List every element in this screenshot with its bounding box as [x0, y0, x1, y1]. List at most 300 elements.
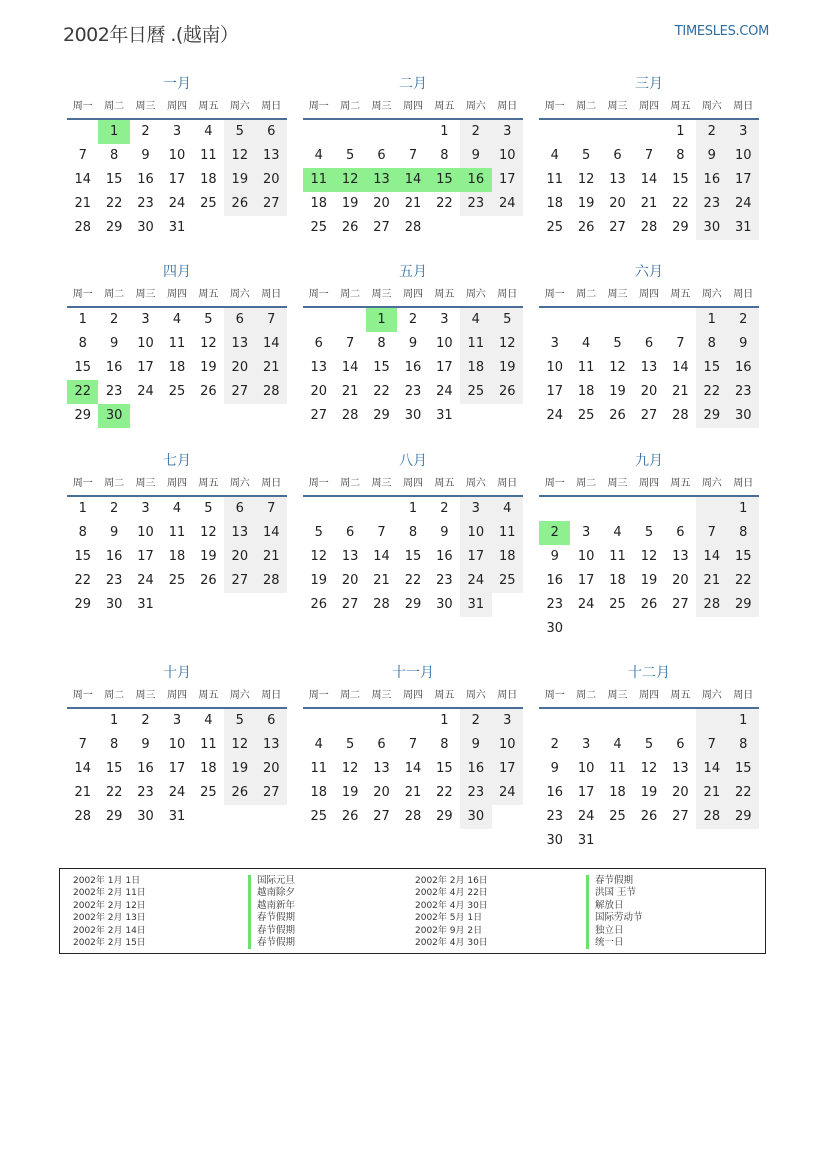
- day-cell[interactable]: 5: [224, 709, 255, 733]
- day-cell[interactable]: 7: [256, 308, 287, 332]
- day-cell[interactable]: 29: [373, 408, 390, 423]
- day-cell[interactable]: 6: [314, 336, 323, 351]
- day-cell[interactable]: 30: [404, 408, 422, 423]
- day-cell[interactable]: 8: [440, 148, 449, 163]
- day-cell[interactable]: 29: [404, 597, 422, 612]
- day-cell[interactable]: 5: [224, 120, 255, 144]
- day-cell[interactable]: 22: [672, 196, 689, 211]
- day-cell[interactable]: 3: [492, 709, 523, 733]
- day-cell[interactable]: 23: [728, 380, 759, 404]
- day-cell[interactable]: 10: [492, 733, 523, 757]
- day-cell[interactable]: 7: [345, 336, 355, 351]
- day-cell[interactable]: 4: [613, 525, 622, 540]
- day-cell[interactable]: 16: [546, 573, 563, 588]
- day-cell[interactable]: 10: [137, 336, 154, 351]
- day-cell[interactable]: 1: [98, 120, 129, 144]
- day-cell[interactable]: 26: [224, 192, 255, 216]
- day-cell[interactable]: 30: [105, 597, 123, 612]
- day-cell[interactable]: 20: [224, 356, 255, 380]
- day-cell[interactable]: 2: [141, 713, 150, 728]
- day-cell[interactable]: 12: [224, 733, 255, 757]
- day-cell[interactable]: 7: [696, 733, 727, 757]
- day-cell[interactable]: 16: [105, 549, 123, 564]
- day-cell[interactable]: 26: [492, 380, 523, 404]
- day-cell[interactable]: 28: [341, 408, 359, 423]
- day-cell[interactable]: 30: [728, 404, 759, 428]
- day-cell[interactable]: 25: [310, 220, 327, 235]
- day-cell[interactable]: 9: [109, 525, 119, 540]
- day-cell[interactable]: 30: [696, 216, 727, 240]
- day-cell[interactable]: 26: [200, 384, 217, 399]
- day-cell[interactable]: 11: [200, 737, 217, 752]
- day-cell[interactable]: 12: [224, 144, 255, 168]
- day-cell[interactable]: 10: [546, 360, 563, 375]
- day-cell[interactable]: 14: [696, 757, 727, 781]
- day-cell[interactable]: 9: [408, 336, 418, 351]
- day-cell[interactable]: 3: [581, 737, 591, 752]
- day-cell[interactable]: 17: [492, 168, 523, 192]
- day-cell[interactable]: 5: [613, 336, 622, 351]
- day-cell[interactable]: 30: [546, 833, 563, 848]
- day-cell[interactable]: 24: [436, 384, 453, 399]
- day-cell[interactable]: 17: [168, 761, 186, 776]
- day-cell[interactable]: 14: [74, 761, 91, 776]
- day-cell[interactable]: 14: [341, 360, 359, 375]
- day-cell[interactable]: 16: [105, 360, 123, 375]
- day-cell[interactable]: 28: [256, 569, 287, 593]
- day-cell[interactable]: 24: [137, 573, 154, 588]
- day-cell[interactable]: 5: [644, 525, 654, 540]
- day-cell[interactable]: 17: [577, 785, 595, 800]
- day-cell[interactable]: 20: [672, 573, 689, 588]
- day-cell[interactable]: 13: [224, 332, 255, 356]
- day-cell[interactable]: 28: [404, 809, 422, 824]
- day-cell[interactable]: 3: [728, 120, 759, 144]
- day-cell[interactable]: 29: [672, 220, 689, 235]
- day-cell[interactable]: 27: [224, 569, 255, 593]
- day-cell[interactable]: 15: [696, 356, 727, 380]
- day-cell[interactable]: 21: [256, 545, 287, 569]
- day-cell[interactable]: 2: [550, 737, 559, 752]
- day-cell[interactable]: 20: [256, 168, 287, 192]
- day-cell[interactable]: 24: [577, 597, 595, 612]
- day-cell[interactable]: 16: [460, 757, 491, 781]
- day-cell[interactable]: 7: [644, 148, 654, 163]
- day-cell[interactable]: 1: [696, 308, 727, 332]
- day-cell[interactable]: 25: [460, 380, 491, 404]
- day-cell[interactable]: 21: [74, 785, 91, 800]
- day-cell[interactable]: 30: [436, 597, 453, 612]
- day-cell[interactable]: 18: [609, 785, 626, 800]
- day-cell[interactable]: 15: [728, 545, 759, 569]
- day-cell[interactable]: 30: [460, 805, 491, 829]
- day-cell[interactable]: 13: [310, 360, 327, 375]
- day-cell[interactable]: 21: [640, 196, 658, 211]
- day-cell[interactable]: 12: [310, 549, 327, 564]
- day-cell[interactable]: 20: [310, 384, 327, 399]
- day-cell[interactable]: 14: [373, 549, 390, 564]
- day-cell[interactable]: 21: [74, 196, 91, 211]
- day-cell[interactable]: 18: [168, 549, 186, 564]
- day-cell[interactable]: 2: [109, 312, 119, 327]
- day-cell[interactable]: 9: [141, 148, 150, 163]
- day-cell[interactable]: 5: [644, 737, 654, 752]
- day-cell[interactable]: 1: [440, 713, 449, 728]
- day-cell[interactable]: 17: [577, 573, 595, 588]
- day-cell[interactable]: 2: [141, 124, 150, 139]
- day-cell[interactable]: 19: [310, 573, 327, 588]
- day-cell[interactable]: 1: [366, 308, 397, 332]
- day-cell[interactable]: 19: [200, 549, 217, 564]
- day-cell[interactable]: 16: [696, 168, 727, 192]
- day-cell[interactable]: 9: [728, 332, 759, 356]
- day-cell[interactable]: 16: [728, 356, 759, 380]
- day-cell[interactable]: 18: [200, 761, 217, 776]
- day-cell[interactable]: 5: [204, 312, 213, 327]
- day-cell[interactable]: 5: [492, 308, 523, 332]
- day-cell[interactable]: 4: [172, 312, 182, 327]
- day-cell[interactable]: 30: [137, 809, 154, 824]
- day-cell[interactable]: 13: [366, 168, 397, 192]
- day-cell[interactable]: 24: [577, 809, 595, 824]
- day-cell[interactable]: 21: [696, 781, 727, 805]
- day-cell[interactable]: 27: [373, 809, 390, 824]
- day-cell[interactable]: 25: [168, 573, 186, 588]
- day-cell[interactable]: 20: [672, 785, 689, 800]
- day-cell[interactable]: 12: [609, 360, 626, 375]
- day-cell[interactable]: 23: [436, 573, 453, 588]
- day-cell[interactable]: 1: [408, 501, 418, 516]
- day-cell[interactable]: 26: [310, 597, 327, 612]
- day-cell[interactable]: 13: [640, 360, 658, 375]
- day-cell[interactable]: 6: [256, 709, 287, 733]
- day-cell[interactable]: 5: [314, 525, 323, 540]
- day-cell[interactable]: 21: [341, 384, 359, 399]
- day-cell[interactable]: 21: [672, 384, 689, 399]
- day-cell[interactable]: 30: [98, 404, 129, 428]
- day-cell[interactable]: 10: [460, 521, 491, 545]
- day-cell[interactable]: 14: [640, 172, 658, 187]
- day-cell[interactable]: 4: [550, 148, 559, 163]
- day-cell[interactable]: 27: [224, 380, 255, 404]
- day-cell[interactable]: 10: [577, 761, 595, 776]
- day-cell[interactable]: 11: [310, 761, 327, 776]
- day-cell[interactable]: 10: [492, 144, 523, 168]
- day-cell[interactable]: 15: [74, 360, 91, 375]
- day-cell[interactable]: 18: [546, 196, 563, 211]
- day-cell[interactable]: 6: [256, 120, 287, 144]
- day-cell[interactable]: 20: [224, 545, 255, 569]
- day-cell[interactable]: 20: [609, 196, 626, 211]
- day-cell[interactable]: 29: [436, 809, 453, 824]
- day-cell[interactable]: 21: [256, 356, 287, 380]
- day-cell[interactable]: 8: [109, 148, 119, 163]
- day-cell[interactable]: 14: [672, 360, 689, 375]
- day-cell[interactable]: 15: [373, 360, 390, 375]
- day-cell[interactable]: 8: [109, 737, 119, 752]
- day-cell[interactable]: 12: [200, 525, 217, 540]
- day-cell[interactable]: 15: [436, 761, 453, 776]
- day-cell[interactable]: 3: [440, 312, 449, 327]
- day-cell[interactable]: 22: [373, 384, 390, 399]
- day-cell[interactable]: 3: [141, 501, 150, 516]
- day-cell[interactable]: 2: [728, 308, 759, 332]
- day-cell[interactable]: 21: [404, 196, 422, 211]
- day-cell[interactable]: 14: [74, 172, 91, 187]
- day-cell[interactable]: 30: [546, 621, 563, 636]
- day-cell[interactable]: 12: [334, 168, 365, 192]
- day-cell[interactable]: 3: [172, 124, 182, 139]
- day-cell[interactable]: 4: [581, 336, 591, 351]
- day-cell[interactable]: 7: [377, 525, 386, 540]
- day-cell[interactable]: 9: [550, 549, 559, 564]
- day-cell[interactable]: 24: [168, 196, 186, 211]
- day-cell[interactable]: 30: [137, 220, 154, 235]
- day-cell[interactable]: 26: [224, 781, 255, 805]
- day-cell[interactable]: 23: [460, 781, 491, 805]
- day-cell[interactable]: 10: [137, 525, 154, 540]
- day-cell[interactable]: 4: [460, 308, 491, 332]
- day-cell[interactable]: 5: [345, 737, 355, 752]
- day-cell[interactable]: 6: [377, 148, 386, 163]
- day-cell[interactable]: 25: [200, 785, 217, 800]
- day-cell[interactable]: 9: [109, 336, 119, 351]
- day-cell[interactable]: 18: [492, 545, 523, 569]
- day-cell[interactable]: 2: [696, 120, 727, 144]
- day-cell[interactable]: 18: [310, 785, 327, 800]
- day-cell[interactable]: 9: [550, 761, 559, 776]
- day-cell[interactable]: 28: [672, 408, 689, 423]
- day-cell[interactable]: 25: [310, 809, 327, 824]
- day-cell[interactable]: 13: [672, 761, 689, 776]
- day-cell[interactable]: 25: [200, 196, 217, 211]
- day-cell[interactable]: 19: [341, 196, 359, 211]
- day-cell[interactable]: 18: [609, 573, 626, 588]
- day-cell[interactable]: 16: [137, 761, 154, 776]
- day-cell[interactable]: 23: [404, 384, 422, 399]
- day-cell[interactable]: 6: [224, 497, 255, 521]
- day-cell[interactable]: 19: [640, 573, 658, 588]
- day-cell[interactable]: 31: [728, 216, 759, 240]
- day-cell[interactable]: 7: [408, 148, 418, 163]
- day-cell[interactable]: 13: [256, 733, 287, 757]
- day-cell[interactable]: 19: [341, 785, 359, 800]
- day-cell[interactable]: 8: [78, 336, 87, 351]
- day-cell[interactable]: 11: [168, 336, 186, 351]
- day-cell[interactable]: 27: [640, 408, 658, 423]
- day-cell[interactable]: 29: [105, 809, 123, 824]
- day-cell[interactable]: 19: [640, 785, 658, 800]
- day-cell[interactable]: 13: [256, 144, 287, 168]
- day-cell[interactable]: 18: [310, 196, 327, 211]
- day-cell[interactable]: 18: [577, 384, 595, 399]
- day-cell[interactable]: 21: [404, 785, 422, 800]
- day-cell[interactable]: 19: [224, 757, 255, 781]
- day-cell[interactable]: 4: [204, 124, 213, 139]
- day-cell[interactable]: 27: [310, 408, 327, 423]
- day-cell[interactable]: 27: [672, 809, 689, 824]
- day-cell[interactable]: 26: [577, 220, 595, 235]
- day-cell[interactable]: 23: [546, 809, 563, 824]
- day-cell[interactable]: 27: [341, 597, 359, 612]
- day-cell[interactable]: 23: [105, 384, 123, 399]
- day-cell[interactable]: 15: [404, 549, 422, 564]
- day-cell[interactable]: 6: [644, 336, 654, 351]
- day-cell[interactable]: 8: [408, 525, 418, 540]
- day-cell[interactable]: 4: [314, 737, 323, 752]
- day-cell[interactable]: 29: [105, 220, 123, 235]
- day-cell[interactable]: 22: [67, 380, 98, 404]
- day-cell[interactable]: 25: [577, 408, 595, 423]
- day-cell[interactable]: 8: [728, 733, 759, 757]
- day-cell[interactable]: 9: [440, 525, 449, 540]
- day-cell[interactable]: 12: [640, 549, 658, 564]
- day-cell[interactable]: 11: [609, 549, 626, 564]
- day-cell[interactable]: 27: [672, 597, 689, 612]
- day-cell[interactable]: 20: [373, 785, 390, 800]
- day-cell[interactable]: 16: [436, 549, 453, 564]
- day-cell[interactable]: 31: [436, 408, 453, 423]
- day-cell[interactable]: 6: [613, 148, 622, 163]
- day-cell[interactable]: 1: [728, 497, 759, 521]
- day-cell[interactable]: 26: [341, 809, 359, 824]
- day-cell[interactable]: 9: [460, 144, 491, 168]
- day-cell[interactable]: 25: [546, 220, 563, 235]
- day-cell[interactable]: 28: [373, 597, 390, 612]
- day-cell[interactable]: 23: [460, 192, 491, 216]
- day-cell[interactable]: 17: [168, 172, 186, 187]
- day-cell[interactable]: 21: [696, 569, 727, 593]
- day-cell[interactable]: 5: [581, 148, 591, 163]
- day-cell[interactable]: 27: [256, 192, 287, 216]
- day-cell[interactable]: 8: [676, 148, 685, 163]
- day-cell[interactable]: 19: [577, 196, 595, 211]
- day-cell[interactable]: 9: [696, 144, 727, 168]
- day-cell[interactable]: 22: [728, 781, 759, 805]
- day-cell[interactable]: 6: [345, 525, 355, 540]
- day-cell[interactable]: 23: [137, 196, 154, 211]
- day-cell[interactable]: 24: [137, 384, 154, 399]
- day-cell[interactable]: 17: [492, 757, 523, 781]
- day-cell[interactable]: 22: [436, 196, 453, 211]
- day-cell[interactable]: 13: [672, 549, 689, 564]
- day-cell[interactable]: 18: [168, 360, 186, 375]
- day-cell[interactable]: 26: [341, 220, 359, 235]
- day-cell[interactable]: 29: [74, 408, 91, 423]
- day-cell[interactable]: 3: [460, 497, 491, 521]
- day-cell[interactable]: 12: [640, 761, 658, 776]
- day-cell[interactable]: 14: [256, 521, 287, 545]
- day-cell[interactable]: 24: [460, 569, 491, 593]
- day-cell[interactable]: 11: [609, 761, 626, 776]
- day-cell[interactable]: 7: [696, 521, 727, 545]
- day-cell[interactable]: 11: [460, 332, 491, 356]
- day-cell[interactable]: 2: [460, 709, 491, 733]
- day-cell[interactable]: 31: [168, 220, 186, 235]
- day-cell[interactable]: 23: [137, 785, 154, 800]
- day-cell[interactable]: 14: [256, 332, 287, 356]
- day-cell[interactable]: 17: [137, 360, 154, 375]
- day-cell[interactable]: 4: [492, 497, 523, 521]
- day-cell[interactable]: 2: [539, 521, 570, 545]
- day-cell[interactable]: 11: [200, 148, 217, 163]
- day-cell[interactable]: 25: [492, 569, 523, 593]
- day-cell[interactable]: 12: [577, 172, 595, 187]
- day-cell[interactable]: 24: [546, 408, 563, 423]
- day-cell[interactable]: 10: [168, 148, 186, 163]
- day-cell[interactable]: 20: [341, 573, 359, 588]
- day-cell[interactable]: 31: [460, 593, 491, 617]
- day-cell[interactable]: 10: [436, 336, 453, 351]
- day-cell[interactable]: 16: [460, 168, 491, 192]
- day-cell[interactable]: 23: [105, 573, 123, 588]
- day-cell[interactable]: 28: [74, 220, 91, 235]
- site-logo-text[interactable]: TIMESLES.COM: [674, 24, 769, 39]
- day-cell[interactable]: 6: [224, 308, 255, 332]
- day-cell[interactable]: 26: [609, 408, 626, 423]
- day-cell[interactable]: 1: [676, 124, 685, 139]
- day-cell[interactable]: 31: [577, 833, 595, 848]
- day-cell[interactable]: 11: [168, 525, 186, 540]
- day-cell[interactable]: 16: [404, 360, 422, 375]
- day-cell[interactable]: 14: [397, 168, 428, 192]
- day-cell[interactable]: 7: [78, 148, 87, 163]
- day-cell[interactable]: 31: [168, 809, 186, 824]
- day-cell[interactable]: 1: [728, 709, 759, 733]
- day-cell[interactable]: 8: [696, 332, 727, 356]
- day-cell[interactable]: 3: [581, 525, 591, 540]
- day-cell[interactable]: 29: [728, 593, 759, 617]
- day-cell[interactable]: 17: [137, 549, 154, 564]
- day-cell[interactable]: 19: [492, 356, 523, 380]
- day-cell[interactable]: 11: [546, 172, 563, 187]
- day-cell[interactable]: 2: [460, 120, 491, 144]
- day-cell[interactable]: 11: [577, 360, 595, 375]
- day-cell[interactable]: 16: [137, 172, 154, 187]
- day-cell[interactable]: 26: [200, 573, 217, 588]
- day-cell[interactable]: 15: [105, 761, 123, 776]
- day-cell[interactable]: 16: [546, 785, 563, 800]
- day-cell[interactable]: 7: [256, 497, 287, 521]
- day-cell[interactable]: 19: [609, 384, 626, 399]
- day-cell[interactable]: 7: [78, 737, 87, 752]
- day-cell[interactable]: 11: [303, 168, 334, 192]
- day-cell[interactable]: 4: [314, 148, 323, 163]
- day-cell[interactable]: 19: [200, 360, 217, 375]
- day-cell[interactable]: 22: [404, 573, 422, 588]
- day-cell[interactable]: 1: [440, 124, 449, 139]
- day-cell[interactable]: 18: [200, 172, 217, 187]
- day-cell[interactable]: 8: [728, 521, 759, 545]
- day-cell[interactable]: 15: [672, 172, 689, 187]
- day-cell[interactable]: 10: [728, 144, 759, 168]
- day-cell[interactable]: 19: [224, 168, 255, 192]
- day-cell[interactable]: 21: [373, 573, 390, 588]
- day-cell[interactable]: 23: [546, 597, 563, 612]
- day-cell[interactable]: 17: [546, 384, 563, 399]
- day-cell[interactable]: 3: [172, 713, 182, 728]
- day-cell[interactable]: 12: [341, 761, 359, 776]
- day-cell[interactable]: 15: [105, 172, 123, 187]
- day-cell[interactable]: 14: [404, 761, 422, 776]
- day-cell[interactable]: 2: [408, 312, 418, 327]
- day-cell[interactable]: 10: [168, 737, 186, 752]
- day-cell[interactable]: 17: [436, 360, 453, 375]
- day-cell[interactable]: 25: [609, 597, 626, 612]
- day-cell[interactable]: 4: [204, 713, 213, 728]
- day-cell[interactable]: 24: [728, 192, 759, 216]
- day-cell[interactable]: 9: [460, 733, 491, 757]
